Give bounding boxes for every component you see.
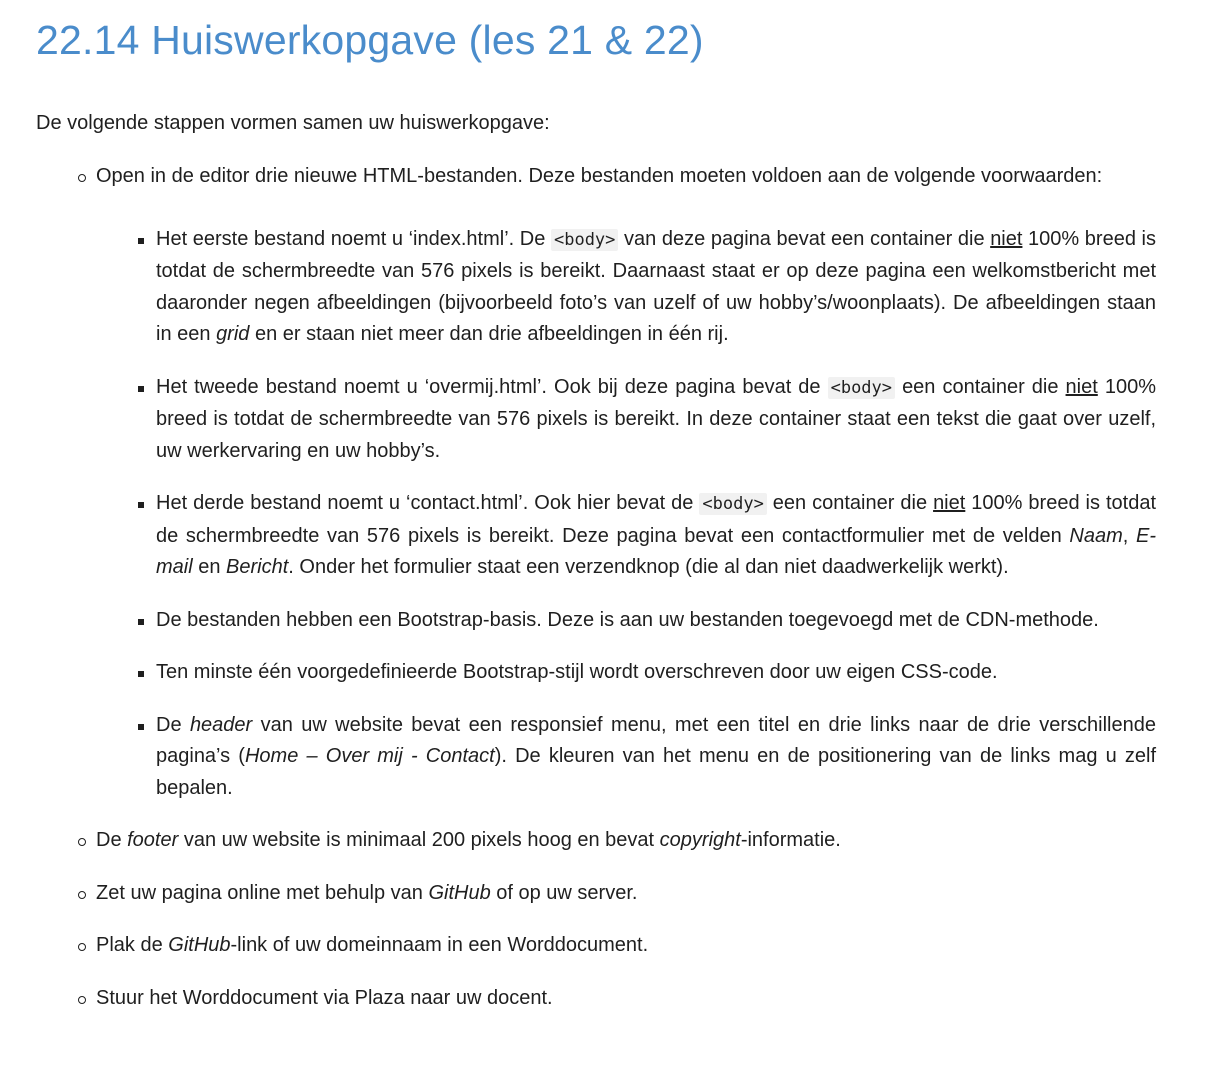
step2-em-copyright: copyright: [659, 829, 741, 851]
req3-text-b: een container die: [766, 492, 934, 514]
req6-text-c: ). De kleuren van het menu en de positionering van de links mag u zelf bepalen.: [156, 745, 1157, 799]
req1-text-d: en er staan niet meer dan drie afbeeldingen in één rij.: [249, 323, 729, 345]
req3-em-bericht: Bericht: [226, 556, 289, 578]
step4-em-github: GitHub: [168, 934, 231, 956]
step-item-4: [36, 930, 1179, 962]
req2-text-b: een container die: [895, 375, 1066, 398]
requirement-item-4: De bestanden hebben een Bootstrap-basis. Deze is aan uw bestanden toegevoegd met de CDN-methode.: [96, 605, 1156, 637]
req3-code: <body>: [699, 493, 766, 515]
step2-text-c: -informatie.: [740, 829, 841, 851]
req6-text-b: van uw website bevat een responsief menu, met een titel en drie links naar de drie verschillende pagina’s (: [156, 713, 1156, 767]
step3-text-b: of op uw server.: [490, 881, 638, 904]
step3-em-github: GitHub: [428, 881, 491, 904]
step-item-3: [36, 878, 1179, 910]
req6-em-header: header: [189, 713, 253, 736]
step-item-5: Stuur het Worddocument via Plaza naar uw docent.: [36, 983, 1179, 1015]
req2-text-a: Het tweede bestand noemt u ‘overmij.html’. Ook bij deze pagina bevat de: [156, 375, 828, 398]
step2-em-footer: footer: [127, 829, 179, 851]
req1-underline: niet: [990, 227, 1023, 250]
requirement-item-3: [96, 488, 1156, 584]
step2-text-a: De: [96, 829, 128, 851]
requirement-item-1: [96, 224, 1156, 351]
requirements-list: [96, 224, 1179, 805]
intro-text: De volgende stappen vormen samen uw huiswerkopgave:: [36, 112, 550, 134]
req3-text-f: . Onder het formulier staat een verzendknop (die al dan niet daadwerkelijk werkt).: [288, 556, 1009, 578]
req3-em-email: E-mail: [156, 524, 1156, 578]
req3-underline: niet: [933, 492, 966, 514]
requirement-item-2: [96, 372, 1156, 468]
req6-em-pages: Home – Over mij - Contact: [244, 745, 495, 767]
requirement-item-5: Ten minste één voorgedefinieerde Bootstrap-stijl wordt overschreven door uw eigen CSS-code.: [96, 657, 1156, 689]
req3-text-e: en: [192, 556, 227, 578]
req3-text-c: 100% breed is totdat de schermbreedte van 576 pixels is bereikt. Deze pagina bevat een contactformulier met de velden: [156, 492, 1157, 547]
req1-emphasis: grid: [216, 323, 250, 345]
step4-text-b: -link of uw domeinnaam in een Worddocument.: [230, 934, 649, 956]
req3-em-naam: Naam: [1069, 524, 1123, 547]
req2-text-c: 100% breed is totdat de schermbreedte van 576 pixels is bereikt. In deze container staat een tekst die gaat over uzelf, uw werkervaring en uw hobby’s.: [156, 375, 1156, 462]
step3-text-a: Zet uw pagina online met behulp van: [96, 881, 429, 904]
steps-list: [36, 161, 1179, 1014]
req3-text-d: ,: [1122, 524, 1136, 547]
step4-text-a: Plak de: [96, 934, 169, 956]
req1-text-b: van deze pagina bevat een container die: [618, 227, 991, 250]
req6-text-a: De: [156, 713, 190, 736]
req1-text-a: Het eerste bestand noemt u ‘index.html’. De: [156, 227, 551, 250]
req2-underline: niet: [1065, 375, 1098, 398]
step-item-1: [36, 161, 1179, 804]
req2-code: <body>: [828, 377, 895, 399]
step-item-2: [36, 825, 1179, 857]
req3-text-a: Het derde bestand noemt u ‘contact.html’. Ook hier bevat de: [156, 492, 700, 514]
step-1-text: Open in de editor drie nieuwe HTML-bestanden. Deze bestanden moeten voldoen aan de volgende voorwaarden:: [96, 165, 1103, 187]
req1-text-c: 100% breed is totdat de schermbreedte van 576 pixels is bereikt. Daarnaast staat er op deze pagina een welkomstbericht met daaronder negen afbeeldingen (bijvoorbeeld foto’s van uzelf of uw hobby’s/woonplaats). De afbeeldingen staan in een: [156, 227, 1156, 345]
step2-text-b: van uw website is minimaal 200 pixels hoog en bevat: [178, 829, 660, 851]
req1-code: <body>: [551, 229, 618, 251]
requirement-item-6: [96, 710, 1156, 805]
page-title: 22.14 Huiswerkopgave (les 21 & 22): [36, 17, 704, 63]
